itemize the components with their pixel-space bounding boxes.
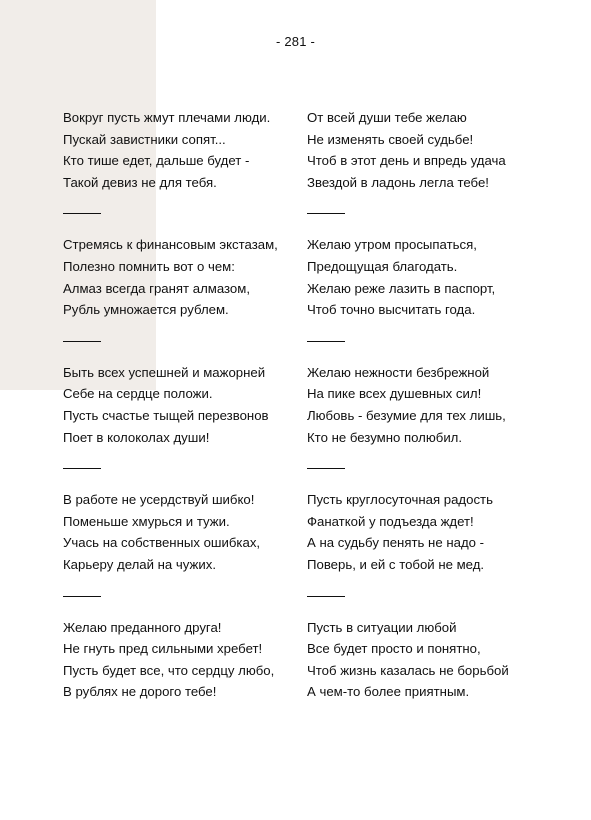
poem-line: От всей души тебе желаю xyxy=(307,110,467,125)
poem-line: Кто не безумно полюбил. xyxy=(307,429,463,445)
stanza-separator xyxy=(63,193,313,234)
stanza xyxy=(63,489,313,575)
poem-line: Поет в колоколах души! xyxy=(63,429,210,445)
stanza xyxy=(307,362,557,448)
poem-line: Кто тише едет, дальше будет - xyxy=(63,153,250,169)
poem-line: В работе не усердствуй шибко! xyxy=(63,492,255,508)
poem-line: Пусть в ситуации любой xyxy=(307,619,457,635)
stanza xyxy=(307,234,557,320)
poem-line: Не гнуть пред сильными хребет! xyxy=(63,641,263,657)
divider-line xyxy=(63,213,101,214)
right-column xyxy=(307,107,557,703)
divider-line xyxy=(307,596,345,597)
poem-line: Желаю утром просыпаться, xyxy=(307,237,477,253)
poem-line: А чем-то более приятным. xyxy=(307,684,470,700)
poem-line: Пусть будет все, что сердцу любо, xyxy=(63,662,275,678)
stanza-separator xyxy=(307,321,557,362)
poem-line: А на судьбу пенять не надо - xyxy=(307,535,485,551)
poem-line: Желаю нежности безбрежной xyxy=(307,364,490,380)
poem-line: Пусть счастье тыщей перезвонов xyxy=(63,407,269,423)
divider-line xyxy=(63,596,101,597)
poem-line: Предощущая благодать. xyxy=(307,258,458,274)
poem-line: Вокруг пусть жмут плечами люди. xyxy=(63,110,271,125)
poem-line: Чтоб точно высчитать года. xyxy=(307,302,476,318)
stanza xyxy=(63,362,313,448)
stanza-separator xyxy=(63,321,313,362)
poem-line: Пускай завистники сопят... xyxy=(63,131,226,147)
poem-line: Такой девиз не для тебя. xyxy=(63,174,217,190)
stanza-separator xyxy=(63,448,313,489)
poem-line: Пусть круглосуточная радость xyxy=(307,492,493,508)
stanza xyxy=(307,107,557,193)
poem-line: В рублях не дорого тебе! xyxy=(63,684,217,700)
poem-line: На пике всех душевных сил! xyxy=(307,386,482,402)
poem-line: Желаю реже лазить в паспорт, xyxy=(307,280,496,296)
poem-line: Быть всех успешней и мажорней xyxy=(63,364,266,380)
stanza xyxy=(63,234,313,320)
poem-line: Рубль умножается рублем. xyxy=(63,302,229,318)
stanza-separator xyxy=(307,193,557,234)
poem-line: Себе на сердце положи. xyxy=(63,386,213,402)
left-column xyxy=(63,107,313,703)
stanza xyxy=(307,617,557,703)
stanza xyxy=(63,107,313,193)
poem-line: Чтоб жизнь казалась не борьбой xyxy=(307,662,509,678)
poem-line: Желаю преданного друга! xyxy=(63,619,222,635)
poem-line: Поверь, и ей с тобой не мед. xyxy=(307,556,485,572)
poem-line: Поменьше хмурься и тужи. xyxy=(63,513,230,529)
divider-line xyxy=(307,341,345,342)
poem-line: Алмаз всегда гранят алмазом, xyxy=(63,280,250,296)
poem-line: Не изменять своей судьбе! xyxy=(307,131,474,147)
poem-line: Все будет просто и понятно, xyxy=(307,641,481,657)
stanza-separator xyxy=(63,576,313,617)
poem-line: Учась на собственных ошибках, xyxy=(63,535,261,551)
poem-line: Чтоб в этот день и впредь удача xyxy=(307,153,506,169)
poem-line: Фанаткой у подъезда ждет! xyxy=(307,513,474,529)
poem-line: Любовь - безумие для тех лишь, xyxy=(307,407,506,423)
stanza xyxy=(63,617,313,703)
poem-line: Стремясь к финансовым экстазам, xyxy=(63,237,278,253)
divider-line xyxy=(307,213,345,214)
poem-line: Звездой в ладонь легла тебе! xyxy=(307,174,489,190)
divider-line xyxy=(307,468,345,469)
stanza xyxy=(307,489,557,575)
divider-line xyxy=(63,341,101,342)
stanza-separator xyxy=(307,448,557,489)
poem-line: Полезно помнить вот о чем: xyxy=(63,258,235,274)
stanza-separator xyxy=(307,576,557,617)
page-number: - 281 - xyxy=(276,34,315,49)
divider-line xyxy=(63,468,101,469)
poem-line: Карьеру делай на чужих. xyxy=(63,556,216,572)
